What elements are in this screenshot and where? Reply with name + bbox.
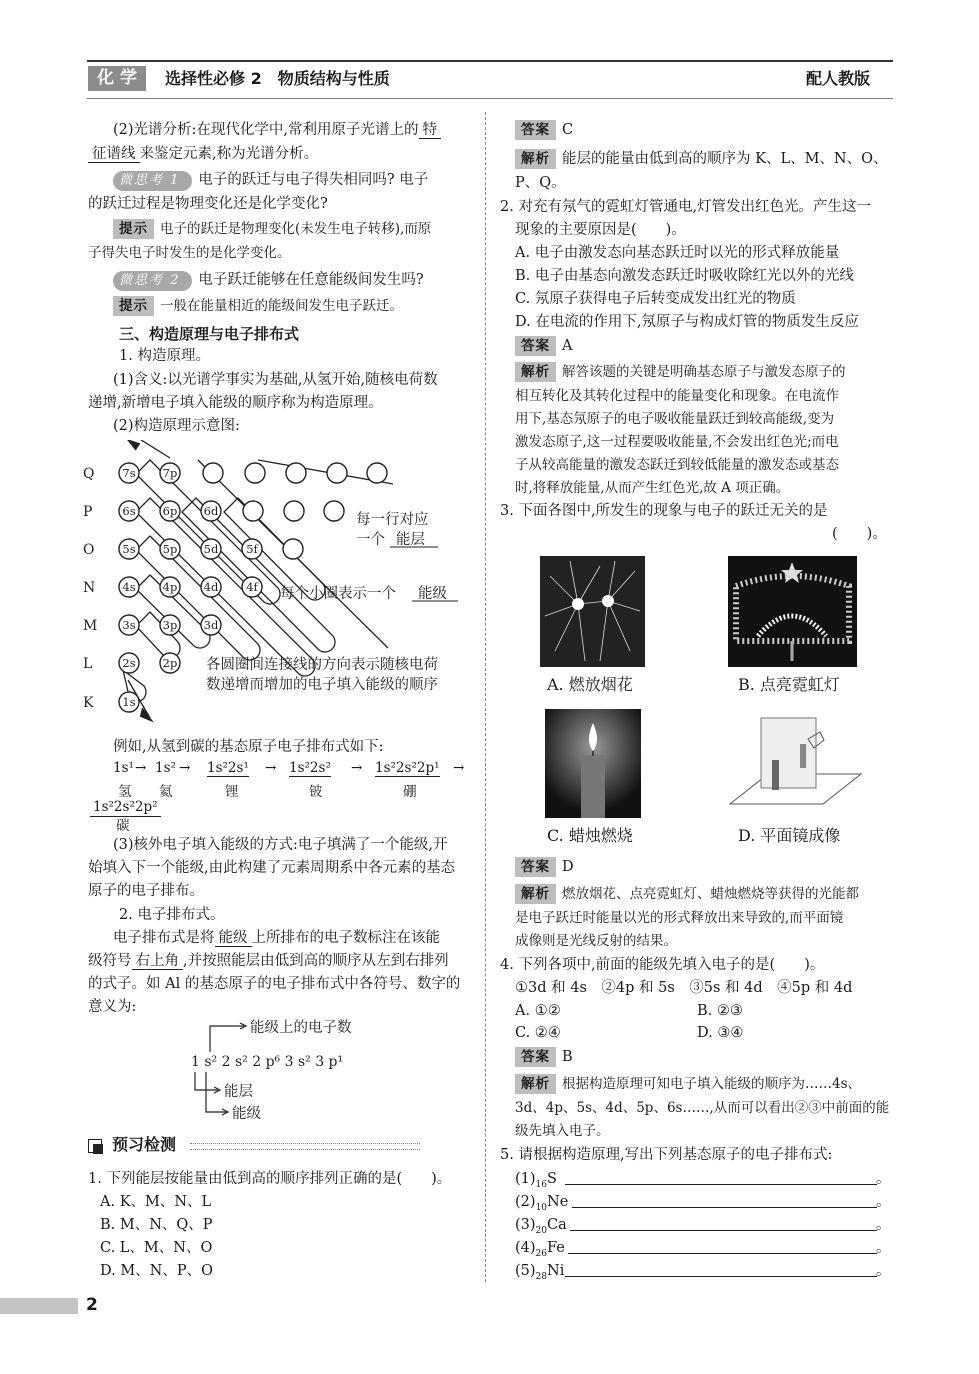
image-caption: D. 平面镜成像 bbox=[738, 826, 841, 845]
sublevel-label: 6d bbox=[203, 504, 219, 518]
sublevel-label: 2s bbox=[122, 656, 136, 670]
think1-line1: 微思考 1 电子的跃迁与电子得失相同吗? 电子 bbox=[113, 170, 428, 191]
shell-label: M bbox=[83, 618, 98, 634]
paragraph: (1)含义:以光谱学事实为基础,从氢开始,随核电荷数 bbox=[113, 372, 438, 388]
analysis-badge: 解析 bbox=[515, 362, 556, 382]
section-title: 三、构造原理与电子排布式 bbox=[119, 325, 300, 343]
analysis-2: 相互转化及其转化过程中的能量变化和现象。在电流作 bbox=[515, 388, 839, 404]
paragraph: 级符号 右上角 ,并按照能层由低到高的顺序从左到右排列 bbox=[88, 953, 449, 969]
question-4-items: ①3d 和 4s ②4p 和 5s ③5s 和 4d ④5p 和 4d bbox=[515, 980, 853, 996]
config: 1s² bbox=[155, 760, 176, 776]
think-badge: 微思考 1 bbox=[113, 171, 192, 191]
hint-badge: 提示 bbox=[113, 296, 154, 316]
element-name: 碳 bbox=[116, 818, 130, 834]
question-4: 4. 下列各项中,前面的能级先填入电子的是( )。 bbox=[500, 957, 825, 973]
paragraph: (2)构造原理示意图: bbox=[113, 418, 240, 434]
analysis-3: 成像则是光线反射的结果。 bbox=[515, 933, 677, 949]
paragraph: 始填入下一个能级,由此构建了元素周期系中各元素的基态 bbox=[88, 860, 456, 876]
paragraph: 递增,新增电子填入能级的顺序称为构造原理。 bbox=[88, 395, 383, 411]
aufbau-diagram bbox=[78, 440, 483, 730]
option: B. ②③ bbox=[697, 1003, 743, 1019]
image-caption: B. 点亮霓虹灯 bbox=[738, 675, 840, 694]
analysis-2: 用下,基态氖原子的电子吸收能量跃迁到较高能级,变为 bbox=[515, 411, 835, 427]
fill-item: $(1)_{16}S$ bbox=[515, 1171, 557, 1190]
al-label-shell: 能层 bbox=[224, 1084, 253, 1100]
question-3: 3. 下面各图中,所发生的现象与电子的跃迁无关的是 bbox=[500, 503, 828, 519]
paragraph: 原子的电子排布。 bbox=[88, 883, 204, 899]
shell-label: K bbox=[83, 695, 94, 711]
subject-badge: 化 学 bbox=[88, 66, 146, 91]
hint1-line2: 子得失电子时发生的是化学变化。 bbox=[88, 245, 291, 261]
question-1: 1. 下列能层按能量由低到高的顺序排列正确的是( )。 bbox=[88, 1171, 452, 1187]
option: A. 电子由激发态向基态跃迁时以光的形式释放能量 bbox=[515, 245, 840, 261]
analysis-1: 解析 能层的能量由低到高的顺序为 K、L、M、N、O、 bbox=[515, 149, 888, 169]
example-configs: 1s¹ 氢 → 1s² 氦 → 1s²2s¹ 锂 → 1s²2s² 铍 → 1s²2s²2p¹ 硼 → bbox=[113, 760, 465, 800]
note-circle-blank: 能级 bbox=[418, 586, 447, 602]
analysis-3: 解析 燃放烟花、点亮霓虹灯、蜡烛燃烧等获得的光能都 bbox=[515, 884, 859, 904]
sublevel-label: 3p bbox=[162, 618, 178, 632]
element-name: 硼 bbox=[403, 784, 417, 800]
precheck-title: 预习检测 bbox=[112, 1135, 177, 1154]
sublevel-label: 5d bbox=[203, 542, 219, 556]
answer-1: 答案 C bbox=[515, 120, 573, 140]
sublevel-label: 1s bbox=[122, 695, 136, 709]
paragraph: 的式子。如 Al 的基态原子的电子排布式中各符号、数字的 bbox=[88, 976, 461, 992]
hint2-line: 提示 一般在能量相近的能级间发生电子跃迁。 bbox=[113, 296, 403, 316]
think-badge: 微思考 2 bbox=[113, 271, 192, 291]
answer-badge: 答案 bbox=[515, 336, 556, 356]
sublevel-label: 5f bbox=[246, 542, 258, 556]
sublevel-label: 3d bbox=[203, 618, 219, 632]
element-name: 氢 bbox=[118, 784, 132, 800]
analysis-badge: 解析 bbox=[515, 149, 556, 169]
answer-blank[interactable] bbox=[568, 1253, 877, 1254]
question-5: 5. 请根据构造原理,写出下列基态原子的电子排布式: bbox=[500, 1147, 833, 1163]
element-name: 锂 bbox=[225, 784, 239, 800]
sublevel-label: 4d bbox=[203, 580, 219, 594]
subsection-title: 1. 构造原理。 bbox=[119, 348, 210, 364]
period: 。 bbox=[876, 1194, 891, 1210]
subsection-title: 2. 电子排布式。 bbox=[119, 907, 225, 923]
al-label-level: 能级 bbox=[232, 1106, 261, 1122]
note-line: 各圆圈间连接线的方向表示随核电荷 bbox=[206, 657, 438, 673]
answer-4: 答案 B bbox=[515, 1047, 573, 1067]
period: 。 bbox=[876, 1263, 891, 1279]
answer-blank[interactable] bbox=[570, 1230, 877, 1231]
option: D. M、N、P、O bbox=[100, 1263, 214, 1279]
fill-item: $(2)_{10}Ne$ bbox=[515, 1194, 569, 1213]
paragraph: (3)核外电子填入能级的方式:电子填满了一个能级,开 bbox=[113, 837, 448, 853]
answer-blank[interactable] bbox=[565, 1184, 877, 1185]
sublevel-label: 6s bbox=[122, 504, 136, 518]
spectral-analysis-line1: (2)光谱分析:在现代化学中,常利用原子光谱上的 特 bbox=[113, 120, 441, 140]
analysis-2: 子从较高能量的激发态跃迁到较低能量的激发态或基态 bbox=[515, 457, 839, 473]
mirror-image bbox=[728, 714, 863, 806]
config: 1s²2s² bbox=[289, 760, 331, 776]
shell-label: P bbox=[83, 504, 93, 520]
analysis-4: 3d、4p、5s、4d、5p、6s……,从而可以看出②③中前面的能 bbox=[515, 1100, 890, 1116]
option: A. ①② bbox=[515, 1003, 561, 1019]
shell-label: Q bbox=[83, 466, 95, 482]
sublevel-label: 7p bbox=[162, 466, 178, 480]
question-2: 现象的主要原因是( )。 bbox=[515, 222, 686, 238]
config: 1s²2s²2p² bbox=[90, 798, 161, 817]
answer-2: 答案 A bbox=[515, 336, 572, 356]
page-number: 2 bbox=[86, 1295, 98, 1315]
note-row-blank: 能层 bbox=[396, 532, 425, 548]
option: C. 氖原子获得电子后转变成发出红光的物质 bbox=[515, 291, 796, 307]
analysis-badge: 解析 bbox=[515, 884, 556, 904]
sublevel-label: 7s bbox=[122, 466, 136, 480]
sublevel-label: 5s bbox=[122, 542, 136, 556]
image-caption: A. 燃放烟花 bbox=[547, 675, 633, 694]
paragraph: 电子排布式是将 能级 上所排布的电子数标注在该能 bbox=[113, 930, 440, 946]
answer-badge: 答案 bbox=[515, 1047, 556, 1067]
note-circle: 每个小圈表示一个 bbox=[280, 586, 396, 602]
analysis-1: P、Q。 bbox=[515, 175, 566, 191]
period: 。 bbox=[876, 1240, 891, 1256]
period: 。 bbox=[876, 1171, 891, 1187]
image-caption: C. 蜡烛燃烧 bbox=[547, 826, 633, 845]
sublevel-label: 4s bbox=[122, 580, 136, 594]
analysis-4: 解析 根据构造原理可知电子填入能级的顺序为……4s、 bbox=[515, 1074, 861, 1094]
sublevel-label: 4f bbox=[246, 580, 258, 594]
al-config-diagram bbox=[186, 1014, 386, 1124]
sublevel-label: 5p bbox=[162, 542, 178, 556]
config: 1s¹ bbox=[113, 760, 134, 776]
shell-label: O bbox=[83, 542, 95, 558]
analysis-2: 时,将释放能量,从而产生红色光,故 A 项正确。 bbox=[515, 480, 790, 496]
fill-item: $(4)_{26}Fe$ bbox=[515, 1240, 565, 1259]
config: 1s²2s¹ bbox=[207, 760, 249, 776]
example-intro: 例如,从氢到碳的基态原子电子排布式如下: bbox=[113, 739, 384, 755]
answer-blank[interactable] bbox=[565, 1276, 877, 1277]
spectral-analysis-line2: 征谱线 来鉴定元素,称为光谱分析。 bbox=[88, 144, 318, 164]
answer-badge: 答案 bbox=[515, 857, 556, 877]
analysis-2: 激发态原子,这一过程要吸收能量,不会发出红色光;而电 bbox=[515, 434, 839, 450]
sublevel-label: 2p bbox=[162, 656, 178, 670]
period: 。 bbox=[876, 1217, 891, 1233]
hint1-line1: 提示 电子的跃迁是物理变化(未发生电子转移),而原 bbox=[113, 219, 431, 239]
option: A. K、M、N、L bbox=[100, 1194, 212, 1210]
svg-text:1 s² 2 s² 2 p⁶ 3 s² 3 p¹: 1 s² 2 s² 2 p⁶ 3 s² 3 p¹ bbox=[191, 1054, 344, 1070]
element-name: 氦 bbox=[159, 784, 173, 800]
analysis-4: 级先填入电子。 bbox=[515, 1123, 610, 1139]
question-3: ( )。 bbox=[832, 526, 887, 542]
option: D. ③④ bbox=[697, 1025, 744, 1041]
option: D. 在电流的作用下,氖原子与构成灯管的物质发生反应 bbox=[515, 314, 859, 330]
note-row: 每一行对应 bbox=[356, 512, 429, 528]
note-line: 数递增而增加的电子填入能级的顺序 bbox=[206, 677, 438, 693]
column-divider bbox=[485, 112, 486, 1282]
option: B. M、N、Q、P bbox=[100, 1217, 213, 1233]
option: C. ②④ bbox=[515, 1025, 561, 1041]
note-row: 一个 bbox=[356, 532, 385, 548]
hint-badge: 提示 bbox=[113, 219, 154, 239]
analysis-2: 解析 解答该题的关键是明确基态原子与激发态原子的 bbox=[515, 362, 846, 382]
answer-3: 答案 D bbox=[515, 857, 574, 877]
footer-bar bbox=[0, 1298, 78, 1314]
think1-line2: 的跃迁过程是物理变化还是化学变化? bbox=[88, 196, 328, 212]
neon-light-image bbox=[728, 556, 857, 667]
book-title: 选择性必修 2 物质结构与性质 bbox=[165, 69, 390, 88]
option: B. 电子由基态向激发态跃迁时吸收除红光以外的光线 bbox=[515, 268, 854, 284]
question-2: 2. 对充有氖气的霓虹灯管通电,灯管发出红色光。产生这一 bbox=[500, 199, 872, 215]
shell-label: N bbox=[83, 580, 96, 596]
option: C. L、M、N、O bbox=[100, 1240, 213, 1256]
precheck-header bbox=[88, 1136, 422, 1156]
shell-label: L bbox=[83, 656, 93, 672]
sublevel-label: 6p bbox=[162, 504, 178, 518]
sublevel-label: 4p bbox=[162, 580, 178, 594]
answer-blank[interactable] bbox=[572, 1207, 877, 1208]
answer-badge: 答案 bbox=[515, 120, 556, 140]
edition-label: 配人教版 bbox=[806, 69, 871, 88]
config: 1s²2s²2p¹ bbox=[375, 760, 440, 776]
element-name: 铍 bbox=[309, 784, 323, 800]
sublevel-label: 3s bbox=[122, 618, 136, 632]
fill-item: $(3)_{20}Ca$ bbox=[515, 1217, 567, 1236]
paragraph: 意义为: bbox=[88, 999, 137, 1015]
al-label-top: 能级上的电子数 bbox=[250, 1020, 352, 1036]
fill-item: $(5)_{28}Ni$ bbox=[515, 1263, 565, 1282]
think2-line: 微思考 2 电子跃迁能够在任意能级间发生吗? bbox=[113, 270, 424, 291]
candle-image bbox=[545, 709, 641, 818]
analysis-badge: 解析 bbox=[515, 1074, 556, 1094]
analysis-3: 是电子跃迁时能量以光的形式释放出来导致的,而平面镜 bbox=[515, 910, 844, 926]
fireworks-image bbox=[540, 556, 645, 667]
